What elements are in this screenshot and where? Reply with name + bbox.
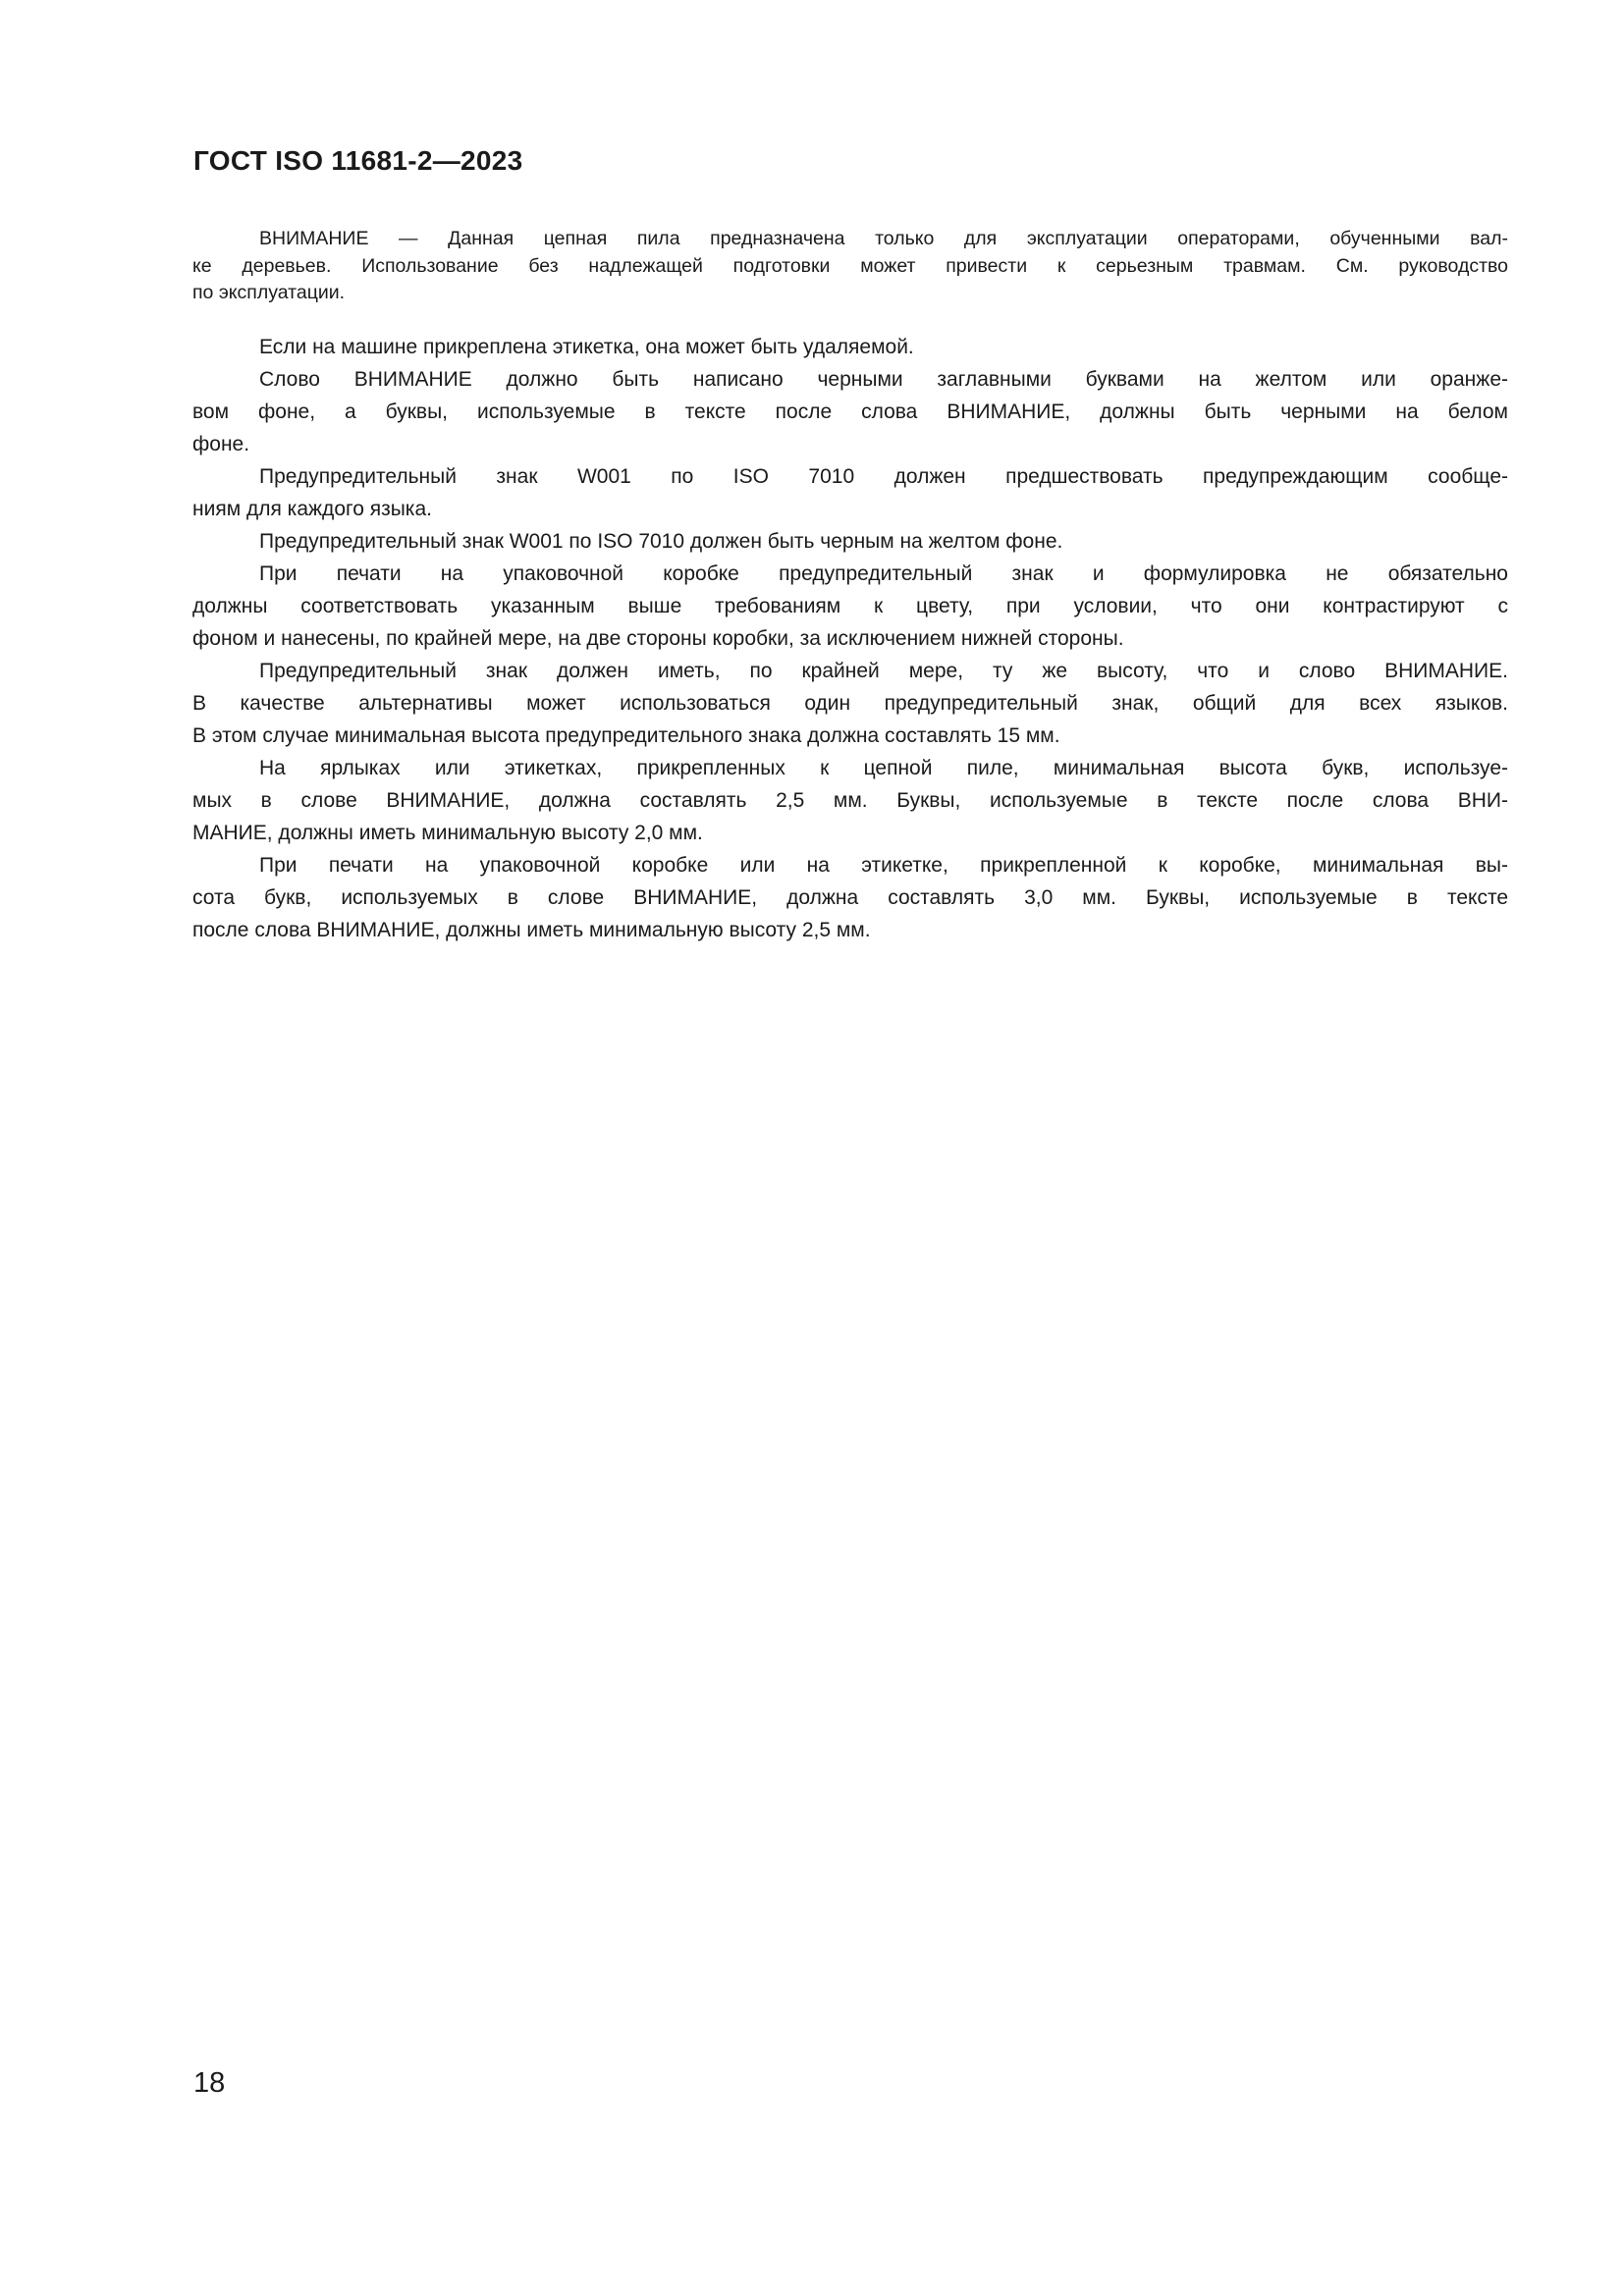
text-line: При печати на упаковочной коробке предупредительный знак и формулировка не обязательно bbox=[259, 561, 1508, 585]
content-area bbox=[192, 226, 1508, 946]
text-line: Если на машине прикреплена этикетка, она может быть удаляемой. bbox=[259, 335, 914, 358]
body-paragraph bbox=[192, 655, 1508, 752]
text-line: фоне. bbox=[192, 432, 250, 455]
text-line: При печати на упаковочной коробке или на этикетке, прикрепленной к коробке, минимальная вы- bbox=[259, 853, 1508, 877]
text-line: В качестве альтернативы может использоваться один предупредительный знак, общий для всех языков. bbox=[192, 691, 1508, 715]
text-line: вом фоне, а буквы, используемые в тексте после слова ВНИМАНИЕ, должны быть черными на белом bbox=[192, 400, 1508, 423]
text-line: фоном и нанесены, по крайней мере, на две стороны коробки, за исключением нижней стороны. bbox=[192, 626, 1124, 650]
text-line: ке деревьев. Использование без надлежащей подготовки может привести к серьезным травмам. См. руководство bbox=[192, 254, 1508, 277]
text-line: МАНИЕ, должны иметь минимальную высоту 2,0 мм. bbox=[192, 821, 703, 844]
text-line: В этом случае минимальная высота предупредительного знака должна составлять 15 мм. bbox=[192, 723, 1060, 747]
text-line: ниям для каждого языка. bbox=[192, 497, 432, 520]
body-paragraph bbox=[192, 558, 1508, 655]
body-paragraph bbox=[192, 525, 1508, 558]
text-line: сота букв, используемых в слове ВНИМАНИЕ, должна составлять 3,0 мм. Буквы, используемые в тексте bbox=[192, 885, 1508, 909]
body-paragraph bbox=[192, 849, 1508, 946]
text-line: Слово ВНИМАНИЕ должно быть написано черными заглавными буквами на желтом или оранже- bbox=[259, 367, 1508, 391]
text-line: по эксплуатации. bbox=[192, 282, 346, 303]
text-line: Предупредительный знак W001 по ISO 7010 должен предшествовать предупреждающим сообще- bbox=[259, 464, 1508, 488]
text-line: Предупредительный знак W001 по ISO 7010 должен быть черным на желтом фоне. bbox=[259, 529, 1063, 553]
text-line: На ярлыках или этикетках, прикрепленных к цепной пиле, минимальная высота букв, используе- bbox=[259, 756, 1508, 779]
text-line: Предупредительный знак должен иметь, по крайней мере, ту же высоту, что и слово ВНИМАНИЕ. bbox=[259, 659, 1508, 682]
body-paragraph bbox=[192, 752, 1508, 849]
warning-example-paragraph bbox=[192, 226, 1508, 307]
text-line: мых в слове ВНИМАНИЕ, должна составлять 2,5 мм. Буквы, используемые в тексте после слова ВНИ- bbox=[192, 788, 1508, 812]
body-paragraph bbox=[192, 363, 1508, 460]
running-header: ГОСТ ISO 11681-2—2023 bbox=[193, 145, 523, 176]
body-paragraph bbox=[192, 460, 1508, 525]
text-line: должны соответствовать указанным выше требованиям к цвету, при условии, что они контрастируют с bbox=[192, 594, 1508, 617]
text-line: после слова ВНИМАНИЕ, должны иметь минимальную высоту 2,5 мм. bbox=[192, 918, 871, 941]
text-line: ВНИМАНИЕ — Данная цепная пила предназначена только для эксплуатации операторами, обученными вал- bbox=[259, 228, 1508, 249]
body-paragraph bbox=[192, 331, 1508, 363]
page-number: 18 bbox=[193, 2067, 226, 2099]
